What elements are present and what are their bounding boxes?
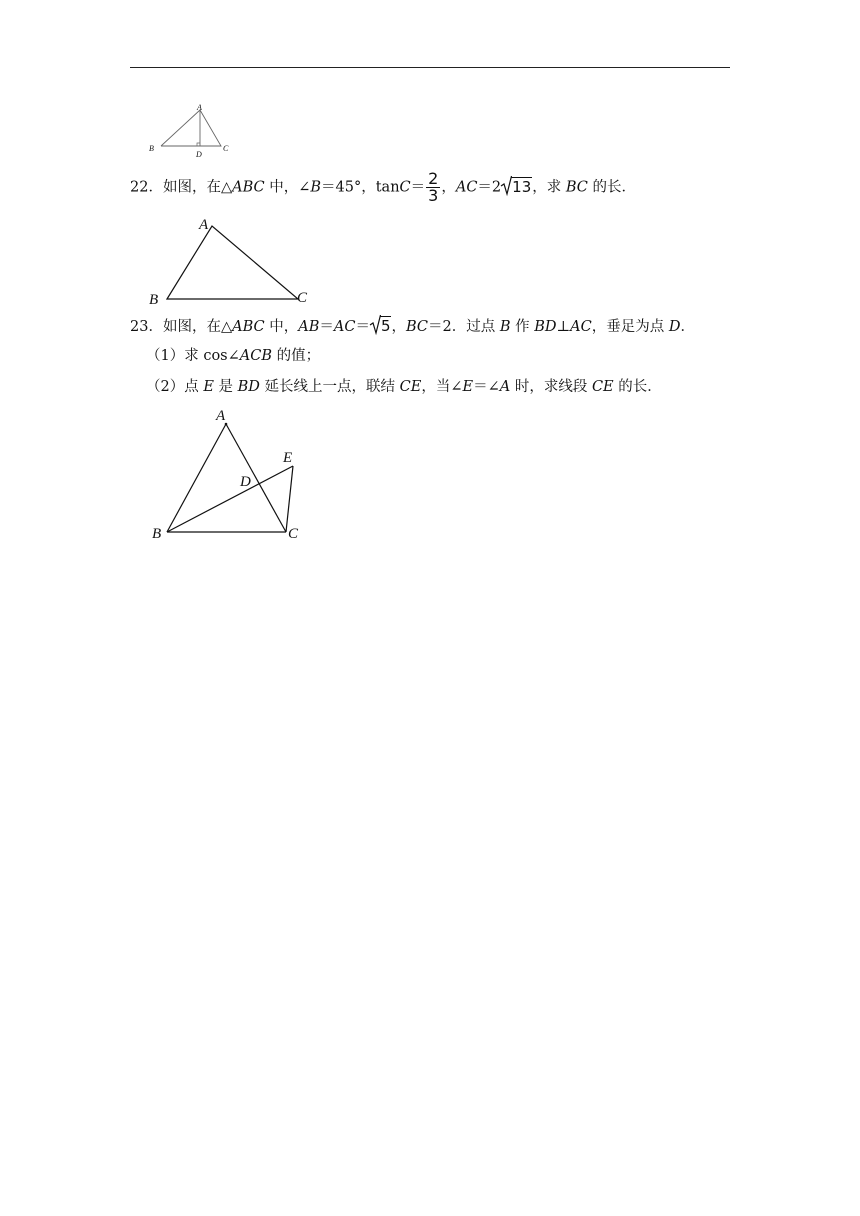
label-A: A [199,217,209,233]
figure-question-23 [145,400,325,550]
label-B: B [152,526,162,542]
label-C: C [223,144,229,153]
sqrt-5: 5 [370,316,392,336]
label-C: C [288,526,299,542]
label-C: C [297,290,308,306]
label-D: D [240,474,251,490]
label-A: A [197,103,202,112]
question-23-part-2: （2）点 E 是 BD 延长线上一点，联结 CE，当∠E＝∠A 时，求线段 CE 的长． [146,379,662,395]
label-B: B [149,292,159,308]
figure-question-22 [145,212,325,308]
header-rule [130,67,730,68]
fraction-two-thirds: $\frac{2}{3}$ [428,169,439,205]
label-D: D [196,150,202,159]
figure-previous-triangle [145,100,235,160]
sqrt-13: 13 [501,177,532,197]
label-A: A [216,408,226,424]
label-B: B [149,144,154,153]
question-22-text: 22．如图，在△ABC 中，∠B＝45°，tanC＝ $\frac{2}{3}$ ，AC＝2 13，求 BC 的长． [130,169,636,205]
question-23-part-1: （1）求 cos∠ACB 的值； [146,348,321,364]
question-23-text: 23．如图，在△ABC 中，AB＝AC＝ 5，BC＝2．过点 B 作 BD⊥AC，垂足为点 D． [130,317,695,335]
label-E: E [283,450,293,466]
